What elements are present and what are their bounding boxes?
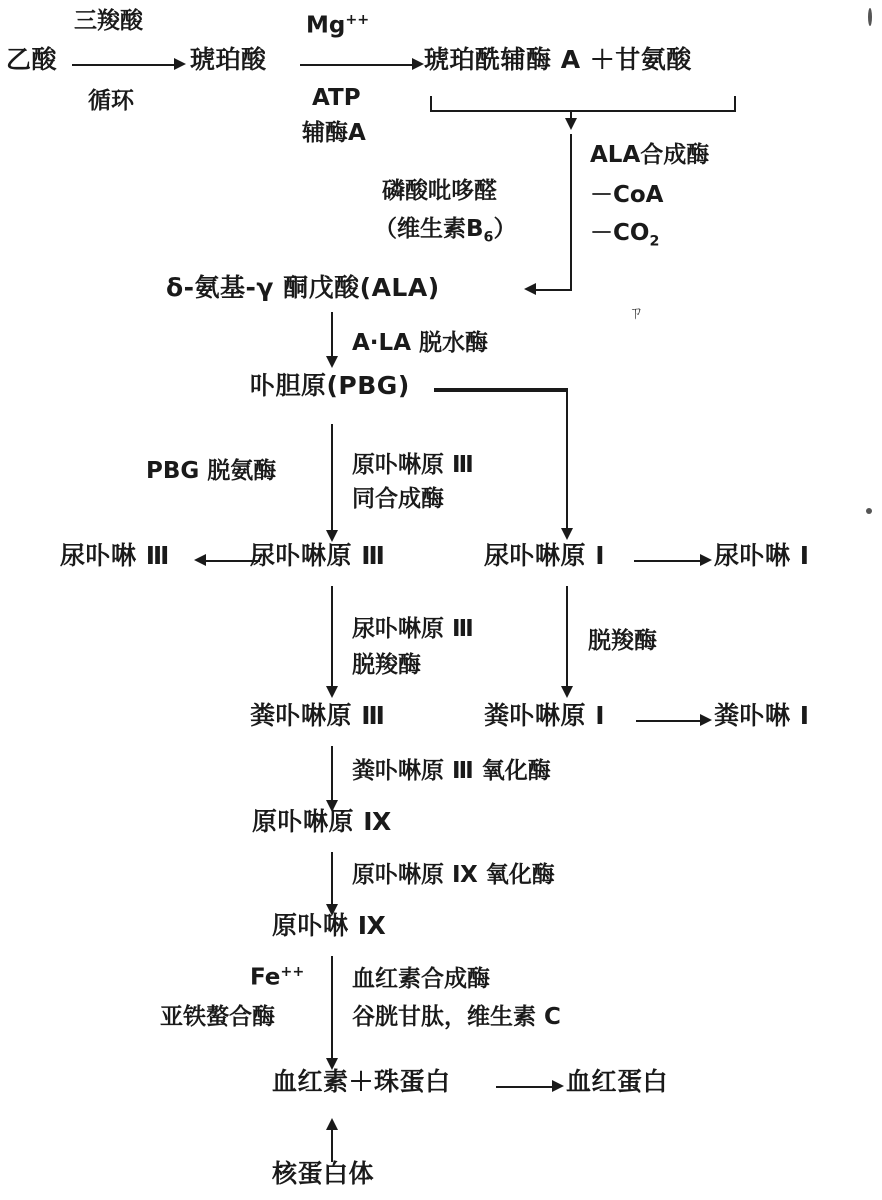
enzyme-ala-synthase: ALA合成酶 xyxy=(590,142,710,168)
node-coproporphyrin-1: 粪卟啉 Ⅰ xyxy=(714,701,810,730)
edge-uroporphyrinogen1-uroporphyrin1 xyxy=(634,560,702,562)
enzyme-heme-synthase: 血红素合成酶 xyxy=(352,966,490,992)
edge-uroporphyrinogen3-uroporphyrin3-arrowhead xyxy=(194,554,206,566)
node-coproporphyrinogen-3: 粪卟啉原 Ⅲ xyxy=(250,701,386,730)
edge-acetate-succinate xyxy=(72,64,176,66)
node-heme-globin: 血红素＋珠蛋白 xyxy=(272,1067,451,1096)
cofactor-ferrous-iron-label: Fe xyxy=(250,964,281,991)
edge-heme-hemoglobin-arrowhead xyxy=(552,1080,564,1092)
enzyme-minus-co2-sub: 2 xyxy=(649,233,660,250)
edge-ala-pbg-arrowhead xyxy=(326,356,338,368)
edge-uroporphyrinogen3-coproporphyrinogen3 xyxy=(331,586,333,690)
edge-ala-pbg xyxy=(331,312,333,360)
edge-protoporphyrin-heme xyxy=(331,956,333,1062)
node-uroporphyrin-3: 尿卟啉 Ⅲ xyxy=(60,541,170,570)
cofactor-ferrous-iron xyxy=(250,964,304,992)
cofactor-tca-top: 三羧酸 xyxy=(74,8,143,34)
node-hemoglobin: 血红蛋白 xyxy=(566,1067,669,1096)
cofactor-coa: 辅酶A xyxy=(302,120,366,146)
node-succinate: 琥珀酸 xyxy=(190,45,267,74)
edge-pbg-branch-arrowhead xyxy=(561,528,573,540)
cofactor-glutathione-vitaminc: 谷胱甘肽，维生素 C xyxy=(352,1004,561,1030)
edge-protoporphyrinogen-protoporphyrin xyxy=(331,852,333,908)
node-uroporphyrin-1: 尿卟啉 Ⅰ xyxy=(714,541,810,570)
edge-succinate-succinylcoa-arrowhead xyxy=(412,58,424,70)
edge-succinylcoa-ala-horizontal xyxy=(534,289,572,291)
edge-uroporphyrinogen1-coproporphyrinogen1 xyxy=(566,586,568,690)
edge-uroporphyrinogen1-uroporphyrin1-arrowhead xyxy=(700,554,712,566)
edge-pbg-branch-horizontal xyxy=(434,388,568,392)
edge-succinylcoa-ala-vertical xyxy=(570,134,572,290)
edge-acetate-succinate-arrowhead xyxy=(174,58,186,70)
node-protoporphyrin-9: 原卟啉 Ⅸ xyxy=(272,911,387,940)
scan-speck-1 xyxy=(868,8,872,26)
scan-speck-2 xyxy=(866,508,872,514)
cofactor-atp: ATP xyxy=(312,85,361,111)
edge-coproporphyrinogen1-coproporphyrin1 xyxy=(636,720,702,722)
cofactor-vitamin-b6-sub: 6 xyxy=(483,229,494,246)
enzyme-coproporphyrinogen-oxidase: 粪卟啉原 Ⅲ 氧化酶 xyxy=(352,758,551,784)
bracket-stem-arrowhead xyxy=(565,118,577,130)
edge-uroporphyrinogen3-coproporphyrinogen3-arrowhead xyxy=(326,686,338,698)
enzyme-minus-co2 xyxy=(590,220,659,251)
edge-coproporphyrinogen3-protoporphyrinogen xyxy=(331,746,333,804)
node-acetate: 乙酸 xyxy=(6,45,58,74)
node-coproporphyrinogen-1: 粪卟啉原 Ⅰ xyxy=(484,701,606,730)
edge-pbg-uroporphyrinogen3 xyxy=(331,424,333,534)
enzyme-uro-decarboxylase-line2: 脱羧酶 xyxy=(352,652,421,678)
edge-ribosome-heme xyxy=(331,1126,333,1162)
cofactor-magnesium-label: Mg xyxy=(306,12,346,39)
node-uroporphyrinogen-3: 尿卟啉原 Ⅲ xyxy=(250,541,386,570)
enzyme-uro3-cosynthase-line2: 同合成酶 xyxy=(352,486,444,512)
cofactor-ferrous-iron-charge: ++ xyxy=(280,964,305,980)
bracket-condensation xyxy=(430,96,736,112)
node-uroporphyrinogen-1: 尿卟啉原 Ⅰ xyxy=(484,541,606,570)
enzyme-ala-dehydratase: A·LA 脱水酶 xyxy=(352,330,489,356)
enzyme-uro-decarboxylase-line1: 尿卟啉原 Ⅲ xyxy=(352,616,474,642)
edge-succinylcoa-ala-arrowhead xyxy=(524,283,536,295)
cofactor-vitamin-b6-label: （维生素B xyxy=(374,216,484,242)
enzyme-ferrochelatase: 亚铁螯合酶 xyxy=(160,1004,275,1030)
enzyme-uro3-cosynthase-line1: 原卟啉原 Ⅲ xyxy=(352,452,474,478)
edge-pbg-branch-vertical xyxy=(566,388,568,532)
node-protoporphyrinogen-9: 原卟啉原 Ⅸ xyxy=(252,807,392,836)
node-ala: δ-氨基-γ 酮戊酸(ALA) xyxy=(166,273,440,302)
enzyme-decarboxylase: 脱羧酶 xyxy=(588,628,657,654)
scan-mark-annotation: ㄗ xyxy=(628,303,645,322)
cofactor-magnesium-charge: ++ xyxy=(345,12,370,28)
enzyme-minus-coa: －CoA xyxy=(590,182,664,208)
cofactor-vitamin-b6-tail: ） xyxy=(493,216,517,242)
cofactor-vitamin-b6 xyxy=(374,216,516,247)
edge-succinate-succinylcoa xyxy=(300,64,414,66)
node-ribosome: 核蛋白体 xyxy=(272,1159,375,1188)
edge-uroporphyrinogen1-coproporphyrinogen1-arrowhead xyxy=(561,686,573,698)
enzyme-protoporphyrinogen-oxidase: 原卟啉原 Ⅸ 氧化酶 xyxy=(352,862,555,888)
edge-coproporphyrinogen1-coproporphyrin1-arrowhead xyxy=(700,714,712,726)
cofactor-tca-bottom: 循环 xyxy=(88,88,134,114)
edge-heme-hemoglobin xyxy=(496,1086,554,1088)
enzyme-minus-co2-label: －CO xyxy=(590,220,650,246)
enzyme-pbg-deaminase: PBG 脱氨酶 xyxy=(146,458,277,484)
node-pbg: 卟胆原(PBG) xyxy=(250,371,410,400)
edge-ribosome-heme-arrowhead xyxy=(326,1118,338,1130)
node-succinyl-coa-glycine: 琥珀酰辅酶 A ＋甘氨酸 xyxy=(424,45,692,74)
cofactor-pyridoxal-phosphate: 磷酸吡哆醛 xyxy=(382,178,497,204)
cofactor-magnesium xyxy=(306,12,369,40)
